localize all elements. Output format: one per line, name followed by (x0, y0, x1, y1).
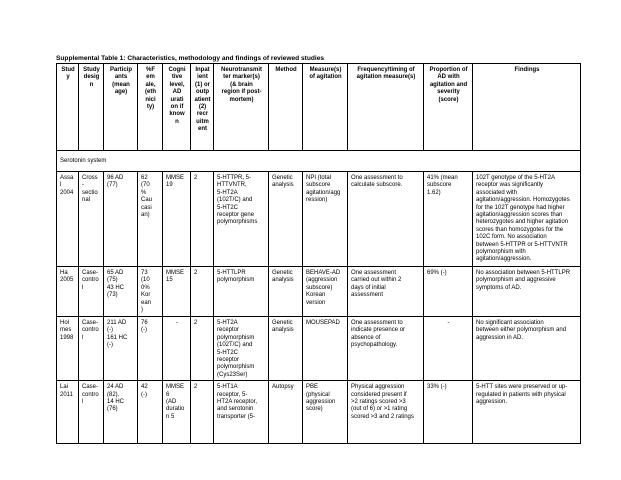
table-cell: MMSE 15 (163, 267, 191, 317)
table-cell: No association between 5-HTTLPR polymorphism and aggressive symptoms of AD. (473, 267, 581, 317)
table-cell: 96 AD (77) (104, 172, 138, 267)
column-header: Measure(s) of agitation (303, 64, 348, 151)
table-cell: 5-HTTLPR polymorphism (214, 267, 269, 317)
table-cell: - (424, 317, 473, 381)
column-header: Cogni tive level, AD urati on if know n (163, 64, 191, 151)
table-cell: 41% (mean subscore 1.62) (424, 172, 473, 267)
table-cell: 5-HT1A receptor, 5- HT2A receptor, and serotonin transporter (5- (214, 381, 269, 444)
table-caption: Supplemental Table 1: Characteristics, methodology and findings of reviewed studies (56, 55, 325, 62)
column-header: Neurotransmit ter marker(s) (& brain region if post- mortem) (214, 64, 269, 151)
table-cell: MMSE 19 (163, 172, 191, 267)
table-cell: Physical aggression considered present if >2 ratings scored >3 (out of 6) or >1 rating scored >3 and 2 ratings (348, 381, 424, 444)
table-cell: Ha 2005 (57, 267, 79, 317)
column-header: Findings (473, 64, 581, 151)
table-row (57, 317, 581, 381)
table-cell: - (163, 317, 191, 381)
table-cell: Case- contro l (79, 267, 104, 317)
table-cell: 2 (191, 381, 214, 444)
section-row (57, 151, 581, 172)
section-label: Serotonin system (57, 151, 581, 172)
table-cell: 42 (-) (138, 381, 163, 444)
table-cell: Case- contro l (79, 381, 104, 444)
table-cell: No significant association between either polymorphism and aggression in AD. (473, 317, 581, 381)
table-cell: 2 (191, 172, 214, 267)
studies-table (56, 63, 581, 444)
table-cell: One assessment carried out within 2 days of initial assessment (348, 267, 424, 317)
table-cell: 2 (191, 317, 214, 381)
table-cell: 5-HT2A receptor polymorphism (102T/C) and 5-HT2C receptor polymorphism (Cys23Ser) (214, 317, 269, 381)
header-row (57, 64, 581, 151)
column-header: Particip ants (mean age) (104, 64, 138, 151)
table-cell: 24 AD (82), 14 HC (76) (104, 381, 138, 444)
table-cell: 76 (-) (138, 317, 163, 381)
table-cell: Genetic analysis (269, 172, 303, 267)
table-cell: 62 (70 % Cau casi an) (138, 172, 163, 267)
column-header: Study desig n (79, 64, 104, 151)
table-cell: Genetic analysis (269, 317, 303, 381)
column-header: Stud y (57, 64, 79, 151)
table-cell: One assessment to indicate presence or absence of psychopathology. (348, 317, 424, 381)
table-cell: NPI (total subscore agitation/agg ression) (303, 172, 348, 267)
table-row (57, 381, 581, 444)
table-cell: Autopsy (269, 381, 303, 444)
table-row (57, 267, 581, 317)
table-cell: 5-HTTPR, 5- HTTVNTR, 5-HT2A (102T/C) and 5-HT2C receptor gene polymorphisms (214, 172, 269, 267)
table-cell: Genetic analysis (269, 267, 303, 317)
table-cell: 65 AD (75) 43 HC (73) (104, 267, 138, 317)
table-cell: 2 (191, 267, 214, 317)
table-cell: Hol mes 1998 (57, 317, 79, 381)
column-header: Inpat ient (1) or outp atient (2) recr uitm ent (191, 64, 214, 151)
table-cell: MOUSEPAD (303, 317, 348, 381)
table-cell: One assessment to calculate subscore. (348, 172, 424, 267)
column-header: Frequency/timing of agitation measure(s) (348, 64, 424, 151)
table-cell: 102T genotype of the 5-HT2A receptor was significantly associated with agitation/aggression. Homozygotes for the 102T genotype had higher agitation/aggression scores than heterozygotes and higher agitation scores than homozygotes for the 102C form. No association between 5-HTTPR or 5-HTTVNTR polymorphism with agitation/aggression. (473, 172, 581, 267)
table-cell: 211 AD (-) 161 HC (-) (104, 317, 138, 381)
table-cell: 69% (-) (424, 267, 473, 317)
table-cell: 33% (-) (424, 381, 473, 444)
table-cell: Cross - sectio nal (79, 172, 104, 267)
column-header: Method (269, 64, 303, 151)
column-header: %F em ale, (eth nici ty) (138, 64, 163, 151)
column-header: Proportion of AD with agitation and severity (score) (424, 64, 473, 151)
table-cell: Lai 2011 (57, 381, 79, 444)
table-cell: 73 (10 0% Kor ean ) (138, 267, 163, 317)
table-cell: 5-HTT sites were preserved or up- regulated in patients with physical aggression. (473, 381, 581, 444)
table-cell: MMSE 6 (AD duratio n 5 (163, 381, 191, 444)
table-cell: Assa l 2004 (57, 172, 79, 267)
table-cell: BEHAVE-AD (aggression subscore) Korean version (303, 267, 348, 317)
table-row (57, 172, 581, 267)
table-cell: PBE (physical aggression score) (303, 381, 348, 444)
table-cell: Case- contro l (79, 317, 104, 381)
